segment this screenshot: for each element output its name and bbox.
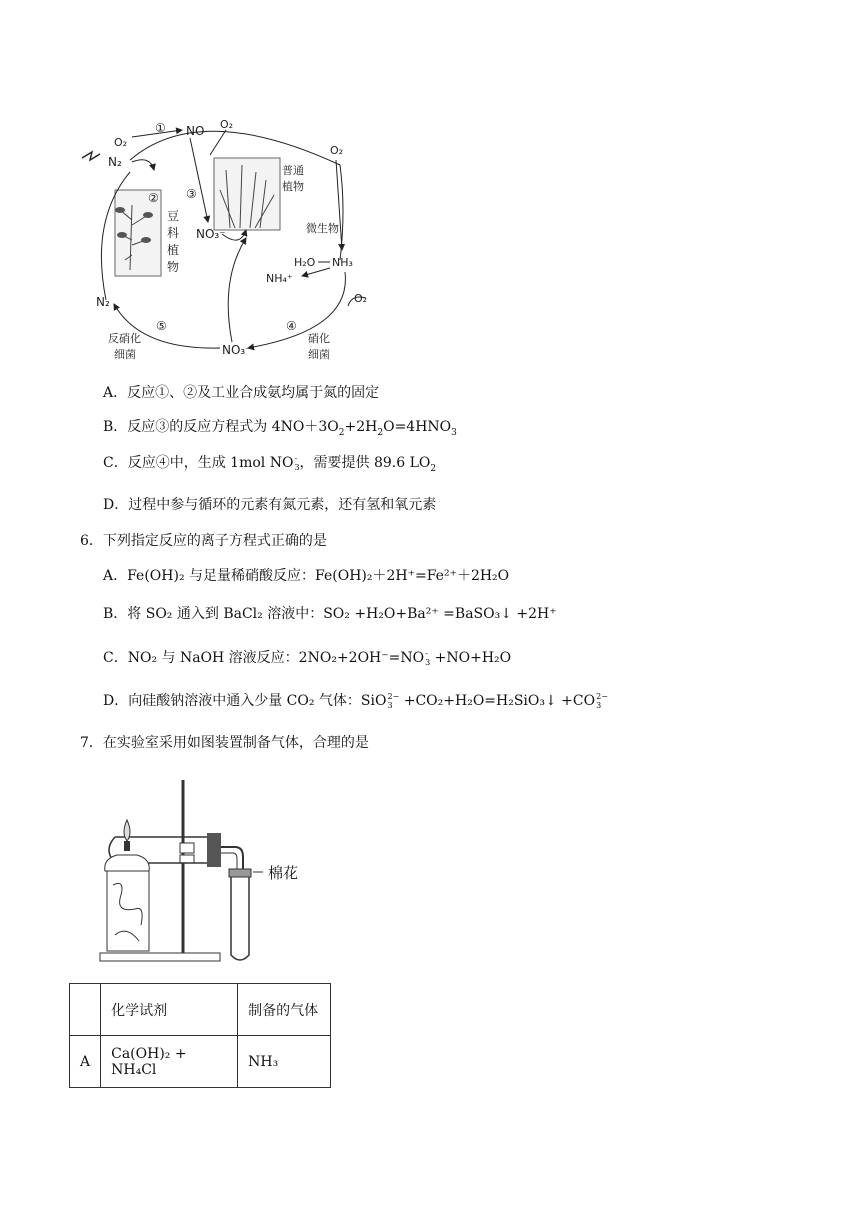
nitrogen-cycle-diagram [70, 110, 390, 370]
ordinary-plant-image [214, 158, 280, 230]
table-row [70, 1036, 331, 1088]
q5-option-b-mid: +2H [344, 419, 378, 435]
legume-char-3: 植 [167, 243, 180, 257]
no3-bottom-label: NO₃⁻ [222, 343, 252, 357]
legume-char-4: 物 [167, 260, 180, 274]
lightning-icon [82, 152, 100, 160]
nitrify-line1: 硝化 [308, 332, 330, 345]
o2-right-label: O₂ [330, 144, 344, 157]
q6-option-b: B．将 SO₂ 通入到 BaCl₂ 溶液中：SO₂ +H₂O+Ba²⁺ =BaSO₃↓ +2H⁺ [103, 606, 557, 622]
step4-label: ④ [286, 319, 297, 333]
q6-option-c-post: +NO+H₂O [430, 650, 512, 666]
q6-stem: 6．下列指定反应的离子方程式正确的是 [80, 533, 327, 549]
o2-label-a: O₂ [114, 136, 128, 149]
table-cell: NH₃ [238, 1036, 331, 1088]
legume-char-2: 科 [167, 226, 180, 240]
q5-option-c-post: ，需要提供 89.6 LO [299, 455, 431, 471]
nh4-label: NH₄⁺ [266, 272, 293, 285]
q5-option-d: D．过程中参与循环的元素有氮元素，还有氢和氧元素 [103, 497, 437, 513]
ordinary-plant-line2: 植物 [282, 180, 304, 193]
microbe-label: 微生物 [306, 222, 339, 235]
denitrify-line1: 反硝化 [108, 332, 141, 345]
denitrify-line2: 细菌 [114, 348, 136, 361]
q5-option-c-pre: C．反应④中，生成 1mol NO [103, 455, 294, 471]
q6-option-c-pre: C．NO₂ 与 NaOH 溶液反应：2NO₂+2OH⁻=NO [103, 650, 425, 666]
h2o-label: H₂O [294, 256, 316, 269]
no-label: NO [186, 124, 205, 138]
nh3-label: NH₃ [332, 256, 353, 269]
n2-bottom-label: N₂ [96, 295, 110, 309]
cotton-label: 棉花 [268, 864, 299, 882]
step1-label: ① [155, 121, 166, 135]
table-cell: Ca(OH)₂ + NH₄Cl [101, 1036, 238, 1088]
q5-option-b-mid2: O=4HNO [383, 419, 452, 435]
table-header-row [70, 984, 331, 1036]
table-header-cell: 制备的气体 [238, 984, 331, 1036]
table-header-cell: 化学试剂 [101, 984, 238, 1036]
table-cell: A [70, 1036, 101, 1088]
ordinary-plant-line1: 普通 [282, 164, 304, 177]
step5-label: ⑤ [156, 319, 167, 333]
step2-label: ② [148, 191, 159, 205]
q5-option-b-pre: B．反应③的反应方程式为 4NO＋3O [103, 419, 339, 435]
q6-option-d: D．向硅酸钠溶液中通入少量 CO₂ 气体：SiO 2− 3 +CO₂+H₂O=H₂SiO₃↓ +CO 2− 3 [103, 692, 608, 710]
n2-top-label: N₂ [108, 155, 122, 169]
o2-lower-label: O₂ [354, 292, 368, 305]
q6-option-a: A．Fe(OH)₂ 与足量稀硝酸反应：Fe(OH)₂＋2H⁺=Fe²⁺＋2H₂O [103, 568, 510, 584]
nitrify-line2: 细菌 [308, 348, 330, 361]
q6-option-c: C．NO₂ 与 NaOH 溶液反应：2NO₂+2OH⁻=NO - 3 +NO+H₂O [103, 649, 512, 667]
q6-option-d-pre: D．向硅酸钠溶液中通入少量 CO₂ 气体：SiO [103, 693, 387, 709]
q5-option-a: A．反应①、②及工业合成氨均属于氮的固定 [103, 385, 380, 401]
o2-label-b: O₂ [220, 118, 234, 131]
q5-option-c: C．反应④中，生成 1mol NO - 3 ，需要提供 89.6 $LO_2$ [103, 454, 437, 474]
table-header-cell [70, 984, 101, 1036]
q7-stem: 7．在实验室采用如图装置制备气体，合理的是 [80, 735, 369, 751]
q5-option-b: B．反应③的反应方程式为 $4NO+3O_2+2H_2O=4HNO_3$ [103, 419, 457, 438]
step3-label: ③ [186, 187, 197, 201]
legume-char-1: 豆 [167, 209, 180, 223]
no3-left-label: NO₃⁻ [196, 227, 226, 241]
q6-option-d-mid: +CO₂+H₂O=H₂SiO₃↓ +CO [399, 693, 596, 709]
reagent-table [69, 983, 331, 1088]
